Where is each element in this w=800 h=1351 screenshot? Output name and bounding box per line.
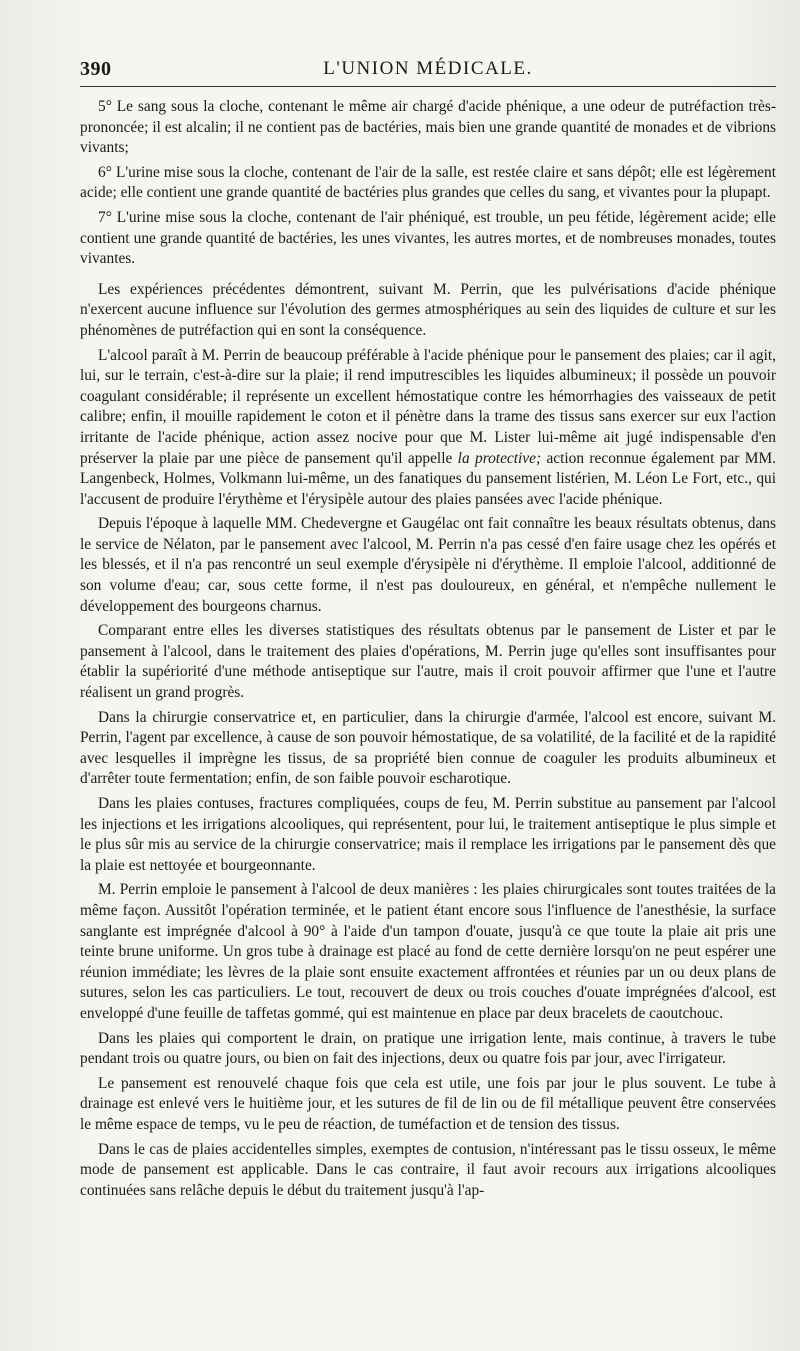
page-number: 390	[80, 58, 112, 80]
page-header	[80, 52, 776, 87]
article-body	[80, 97, 776, 1201]
paragraph-renewal: Le pansement est renouvelé chaque fois que cela est utile, une fois par jour le plus souvent. Le tube à drainage est enlevé vers le huitième jour, et les sutures de fil de lin ou de fil métallique peuvent être conservées le même espace de temps, vu le peu de réaction, de tuméfaction et de tension des tissus.	[80, 1074, 776, 1133]
paragraph-drain: Dans les plaies qui comportent le drain, on pratique une irrigation lente, mais continue, à travers le tube pendant trois ou quatre jours, ou bien on fait des injections, deux ou quatre fois par jour, avec l'irrigateur.	[80, 1029, 776, 1068]
paragraph-conservative: Dans la chirurgie conservatrice et, en particulier, dans la chirurgie d'armée, l'alcool est encore, suivant M. Perrin, l'agent par excellence, à cause de son pouvoir hémostatique, de sa volatilité, de la facilité et de la rapidité avec lesquelles il imprègne les tissus, de sa propriété bien connue de coaguler les produits albumineux et d'arrêter toute fermentation; enfin, de son faible pouvoir escharotique.	[80, 708, 776, 788]
running-title: L'UNION MÉDICALE.	[323, 58, 533, 79]
italic-term: la protective;	[457, 449, 542, 467]
paragraph-comparing: Comparant entre elles les diverses statistiques des résultats obtenus par le pansement de Lister et par le pansement à l'alcool, dans le traitement des plaies d'opérations, M. Perrin juge qu'elles sont insuffisantes pour établir la supériorité d'une méthode antiseptique sur l'autre, mais il croit pouvoir affirmer que l'une et l'autre réalisent un grand progrès.	[80, 622, 776, 702]
paragraph-since: Depuis l'époque à laquelle MM. Chedevergne et Gaugélac ont fait connaître les beaux résultats obtenus, dans le service de Nélaton, par le pansement avec l'alcool, M. Perrin n'a pas cessé d'en faire usage chez les opérés et les blessés, et il n'a pas rencontré un seul exemple d'érysipèle ni d'érythème. Il emploie l'alcool, additionné de son volume d'eau; car, sous cette forme, il n'est pas douloureux, en général, et n'empêche nullement le développement des bourgeons charnus.	[80, 515, 776, 615]
paragraph-alcohol	[80, 346, 776, 511]
paragraph-item-5: 5° Le sang sous la cloche, contenant le même air chargé d'acide phénique, a une odeur de putréfaction très-prononcée; il est alcalin; il ne contient pas de bactéries, mais bien une grande quantité de monades et de vibrions vivants;	[80, 98, 776, 157]
paragraph-contused: Dans les plaies contuses, fractures compliquées, coups de feu, M. Perrin substitue au pansement par l'alcool les injections et les irrigations alcooliques, qui représentent, pour lui, le traitement antiseptique le plus simple et le plus sûr mis au service de la chirurgie conservatrice; mais il remplace les irrigations par le pansement dès que la plaie est nettoyée et bourgeonnante.	[80, 795, 776, 874]
paragraph-experiments: Les expériences précédentes démontrent, suivant M. Perrin, que les pulvérisations d'acide phénique n'exercent aucune influence sur l'évolution des germes atmosphériques au sein des liquides de culture et sur les phénomènes de putréfaction qui en sont la conséquence.	[80, 280, 776, 339]
paragraph-item-7: 7° L'urine mise sous la cloche, contenant de l'air phéniqué, est trouble, un peu fétide, légèrement acide; elle contient une grande quantité de bactéries, les unes vivantes, les autres mortes, et de nombreuses monades, toutes vivantes.	[80, 208, 776, 268]
paragraph-method: M. Perrin emploie le pansement à l'alcool de deux manières : les plaies chirurgicales sont toutes traitées de la même façon. Aussitôt l'opération terminée, et le patient étant encore sous l'influence de l'anesthésie, la surface sanglante est imprégnée d'alcool à 90° à l'aide d'un tampon d'ouate, jusqu'à ce que toute la plaie ait pris une teinte brune uniforme. Un gros tube à drainage est placé au fond de cette dernière lorsqu'on ne peut espérer une réunion immédiate; les lèvres de la plaie sont ensuite exactement affrontées et réunies par un ou deux plans de sutures, selon les cas particuliers. Le tout, recouvert de deux ou trois couches d'ouate imprégnées d'alcool, est enveloppé d'une feuille de taffetas gommé, qui est maintenue en place par deux bracelets de caoutchouc.	[80, 881, 776, 1022]
paragraph-alcohol-text: L'alcool paraît à M. Perrin de beaucoup préférable à l'acide phénique pour le pansement des plaies; car il agit, lui, sur le terrain, c'est-à-dire sur la plaie; il rend imputrescibles les liquides albumineux; il possède un pouvoir coagulant considérable; il représente un excellent hémostatique contre les hémorrhagies des vaisseaux de petit calibre; enfin, il mouille rapidement le coton et il pénètre dans la trame des tissus sans exercer sur eux l'action irritante de l'acide phénique, action assez nocive pour que M. Lister lui-même ait jugé indispensable d'en préserver la plaie par une pièce de pansement qu'il appelle	[80, 346, 776, 467]
paragraph-item-6: 6° L'urine mise sous la cloche, contenant de l'air de la salle, est restée claire et sans dépôt; elle est légèrement acide; elle contient une grande quantité de bactéries plus grandes que celles du sang, et vivantes pour la plupapt.	[80, 163, 776, 202]
paragraph-accidental: Dans le cas de plaies accidentelles simples, exemptes de contusion, n'intéressant pas le tissu osseux, le même mode de pansement est applicable. Dans le cas contraire, il faut avoir recours aux irrigations alcooliques continuées sans relâche depuis le début du traitement jusqu'à l'ap-	[80, 1140, 776, 1199]
paragraph-alcohol-tail: action reconnue également par MM. Langenbeck, Holmes, Volkmann lui-même, un des fanatiques du pansement listérien, M. Léon Le Fort, etc., qui l'accusent de produire l'érythème et l'érysipèle autour des plaies pansées avec l'acide phénique.	[80, 449, 776, 508]
